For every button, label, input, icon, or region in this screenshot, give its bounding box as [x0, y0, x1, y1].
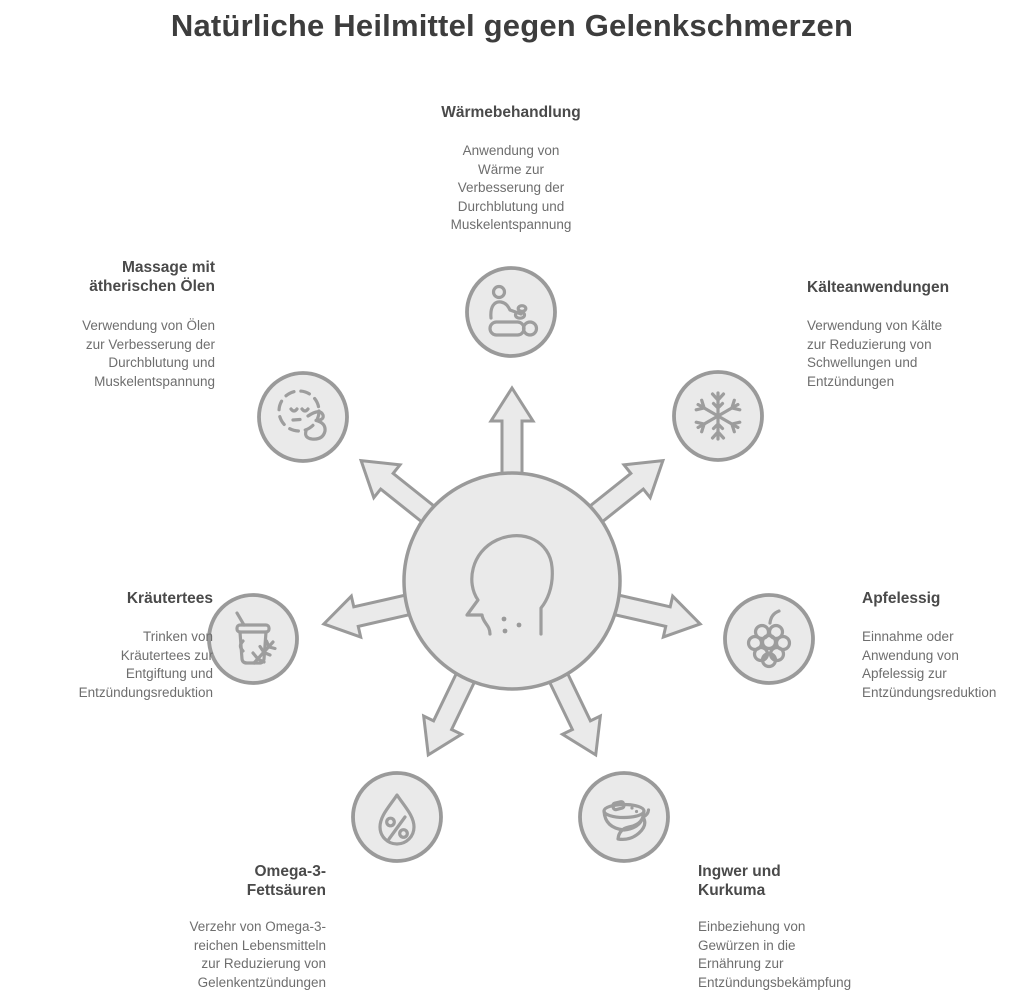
herbal-tea-icon: [206, 592, 300, 686]
massage-table-icon: [464, 265, 558, 359]
relaxed-face-icon: [256, 370, 350, 464]
node-description: Einnahme oder Anwendung von Apfelessig zur Entzündungsreduktion: [862, 629, 997, 700]
node-title: Kälteanwendungen: [807, 279, 950, 296]
node-description: Verzehr von Omega-3-reichen Lebensmitteln zur Reduzierung von Gelenkentzündungen: [189, 919, 326, 990]
node-block-kraeutertees: [63, 589, 213, 702]
node-title: Omega-3-Fettsäuren: [246, 863, 326, 899]
page-title: Natürliche Heilmittel gegen Gelenkschmerzen: [170, 8, 854, 43]
hub-circle: [404, 473, 620, 689]
node-block-ingwer-und-kurkuma: [698, 862, 868, 992]
node-description: Trinken von Kräutertees zur Entgiftung und Entzündungsreduktion: [78, 629, 213, 700]
node-description: Verwendung von Ölen zur Verbesserung der Durchblutung und Muskelentspannung: [82, 318, 215, 389]
node-description: Anwendung von Wärme zur Verbesserung der Durchblutung und Muskelentspannung: [450, 143, 572, 232]
node-block-kaelteanwendungen: [807, 278, 977, 391]
node-block-apfelessig: [862, 589, 1022, 702]
central-hub: [312, 381, 712, 781]
node-block-waermebehandlung: [391, 103, 631, 235]
berry-icon: [722, 592, 816, 686]
node-title: Wärmebehandlung: [441, 104, 581, 121]
node-block-massage-oele: [45, 258, 215, 391]
node-description: Einbeziehung von Gewürzen in die Ernährung zur Entzündungsbekämpfung: [698, 919, 852, 990]
node-block-omega-3-fettsaeuren: [166, 862, 326, 992]
node-title: Kräutertees: [126, 590, 213, 607]
snowflake-icon: [671, 369, 765, 463]
node-title: Ingwer und Kurkuma: [698, 863, 781, 899]
node-title: Apfelessig: [862, 590, 941, 607]
spice-bowl-icon: [577, 770, 671, 864]
node-description: Verwendung von Kälte zur Reduzierung von Schwellungen und Entzündungen: [807, 318, 943, 389]
node-title: Massage mit ätherischen Ölen: [89, 259, 215, 295]
oil-drop-percent-icon: [350, 770, 444, 864]
